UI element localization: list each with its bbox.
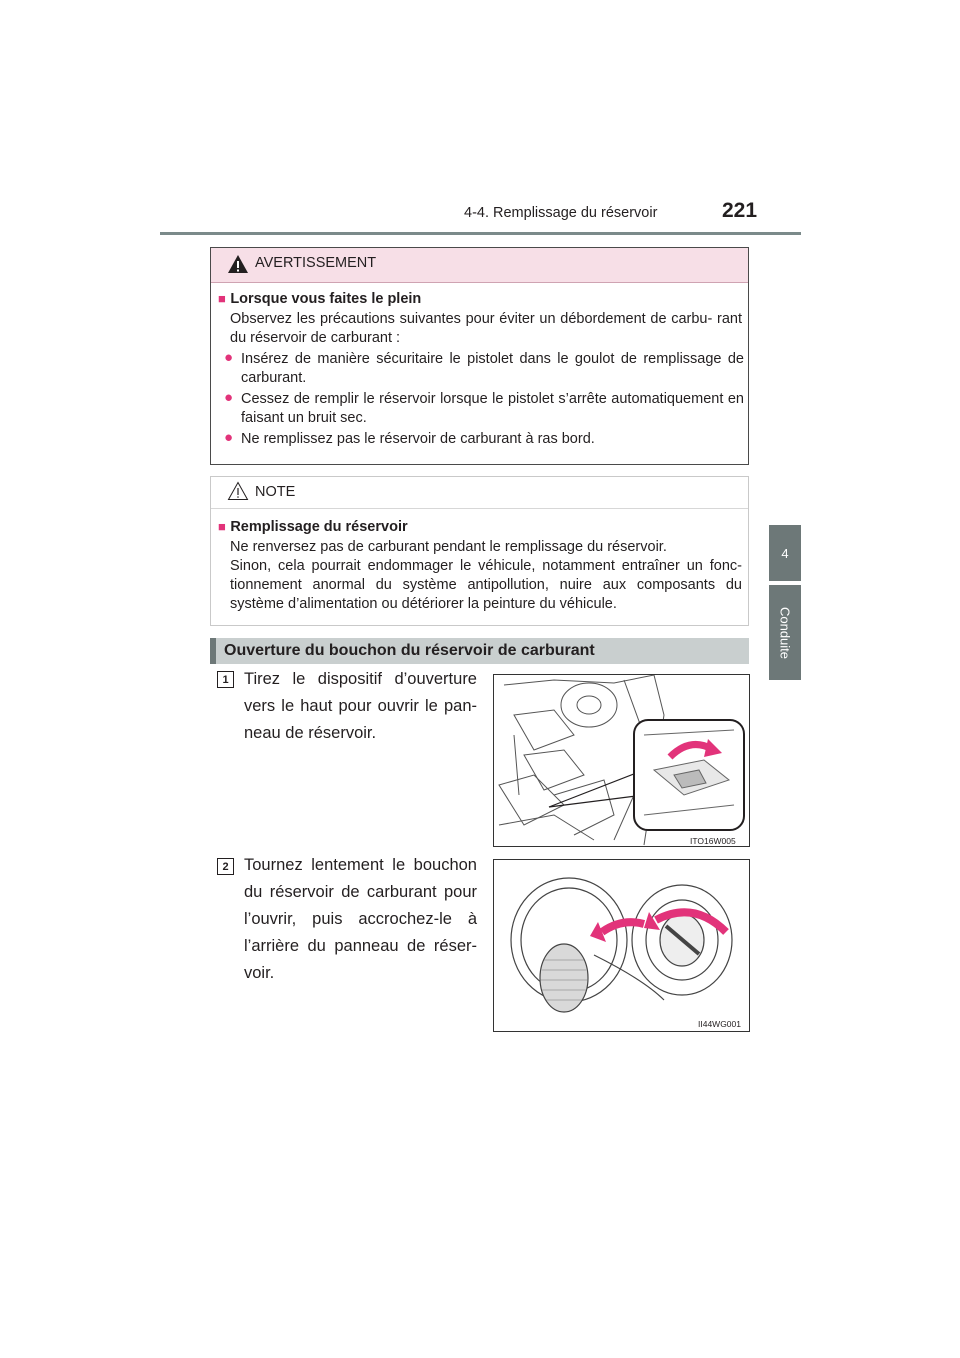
warning-bullet-2 [224, 390, 744, 428]
warning-bullet-text: Ne remplissez pas le réservoir de carburant à ras bord. [241, 431, 595, 447]
warning-title: AVERTISSEMENT [255, 255, 377, 271]
note-heading-row [218, 518, 408, 536]
warning-box [210, 247, 749, 465]
section-title: Ouverture du bouchon du réservoir de carburant [224, 642, 595, 659]
dot-bullet-icon: ● [224, 389, 234, 406]
note-line-2: Sinon, cela pourrait endommager le véhicule, notamment entraîner un fonc- tionnement anormal du système antipollution, nuire aux composants du système d’alimentation ou détériorer la peinture du véhicule. [230, 558, 742, 612]
dot-bullet-icon: ● [224, 429, 234, 446]
running-header-section: 4-4. Remplissage du réservoir [464, 205, 658, 221]
note-line-1: Ne renversez pas de carburant pendant le remplissage du réservoir. [230, 539, 667, 555]
note-heading: Remplissage du réservoir [230, 519, 408, 535]
caution-triangle-icon [227, 481, 249, 501]
page-number: 221 [722, 199, 758, 222]
note-title: NOTE [255, 484, 296, 500]
note-box [210, 476, 749, 626]
dot-bullet-icon: ● [224, 349, 234, 366]
warning-triangle-icon [227, 254, 249, 274]
warning-intro: Observez les précautions suivantes pour éviter un débordement de carbu- rant du réservoir de carburant : [230, 311, 742, 346]
fuel-door-opener-illustration [494, 675, 749, 846]
warning-bullet-1 [224, 350, 744, 388]
step-number-1: 1 [217, 671, 234, 688]
figure-code-1: ITO16W005 [690, 836, 736, 846]
step-text-1: Tirez le dispositif d’ouverture vers le haut pour ouvrir le pan- neau de réservoir. [244, 670, 477, 742]
warning-header [211, 248, 748, 283]
chapter-tab-number [769, 525, 801, 581]
step-number-2: 2 [217, 858, 234, 875]
step-text-2: Tournez lentement le bouchon du réservoir de carburant pour l’ouvrir, puis accrochez-le à l’arrière du panneau de réser- voir. [244, 856, 477, 982]
square-bullet-icon: ■ [218, 519, 226, 534]
warning-bullet-3 [224, 430, 744, 449]
header-rule [160, 232, 801, 235]
chapter-tab-label [769, 585, 801, 680]
fuel-cap-illustration [494, 860, 749, 1031]
warning-bullet-text: Insérez de manière sécuritaire le pistolet dans le goulot de remplissage de carburant. [241, 351, 744, 386]
section-bar-accent [210, 638, 216, 664]
figure-fuel-door-opener [493, 674, 750, 847]
chapter-number: 4 [781, 545, 789, 561]
warning-heading: Lorsque vous faites le plein [230, 291, 422, 307]
figure-code-2: II44WG001 [698, 1019, 741, 1029]
warning-bullet-text: Cessez de remplir le réservoir lorsque le pistolet s’arrête automatiquement en faisant un bruit sec. [241, 391, 744, 426]
note-header [211, 477, 748, 509]
warning-heading-row [218, 290, 421, 308]
chapter-label: Conduite [777, 606, 793, 659]
figure-fuel-cap [493, 859, 750, 1032]
square-bullet-icon: ■ [218, 291, 226, 306]
